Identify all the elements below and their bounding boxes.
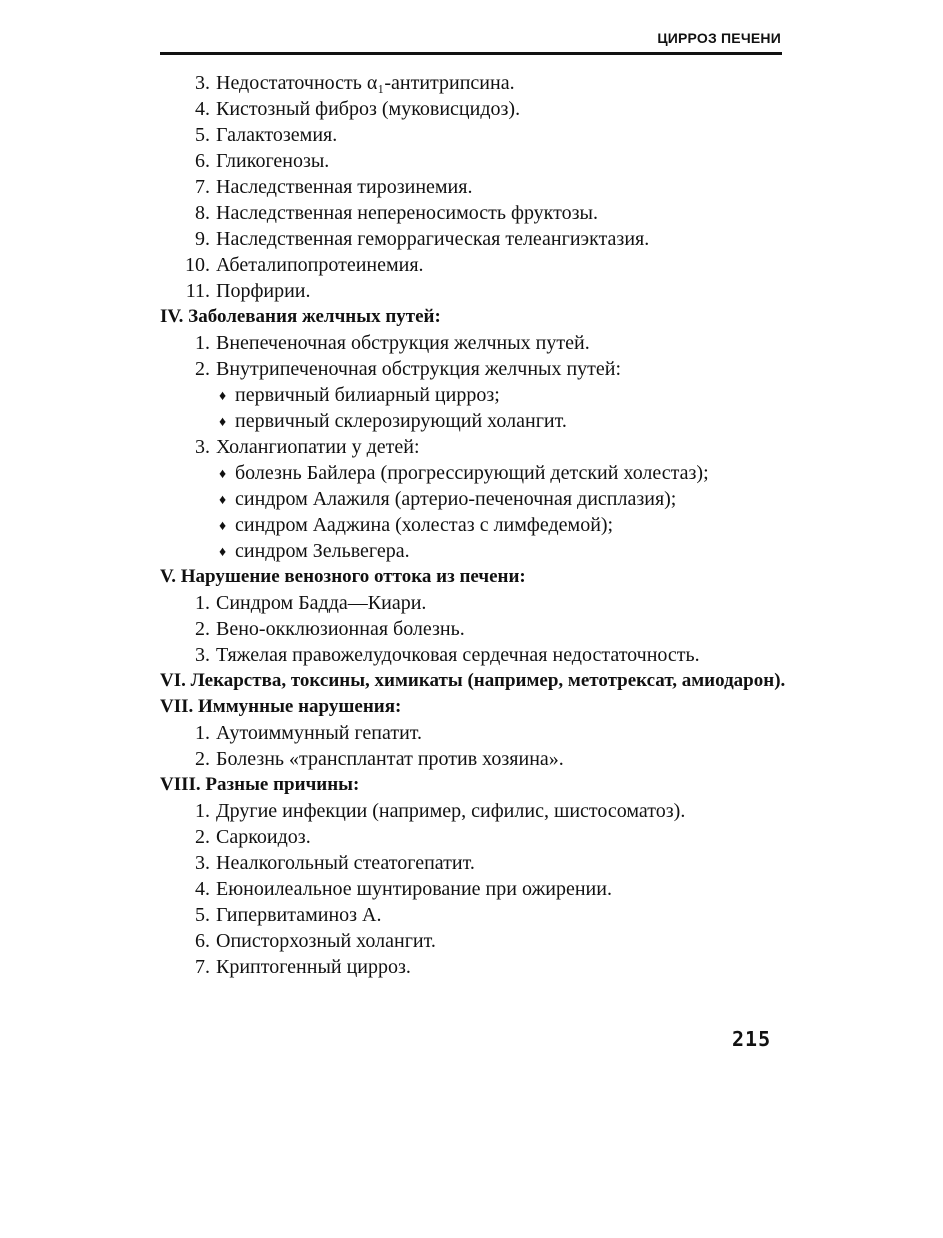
list-item [160,616,790,642]
item-number: 3. [195,436,210,458]
list-item [160,434,790,460]
list-item [160,226,790,252]
item-number: 9. [195,228,210,250]
list-item [160,200,790,226]
item-text: Описторхозный холангит. [216,930,436,952]
item-text: Абеталипопротеинемия. [216,254,424,276]
list-item [160,330,790,356]
list-item [160,122,790,148]
list-item [160,746,790,772]
item-text: Криптогенный цирроз. [216,956,411,978]
item-number: 1. [195,722,210,744]
bullet-item [160,382,790,408]
item-number: 11. [185,280,210,302]
item-number: 2. [195,748,210,770]
item-text: Гликогенозы. [216,150,330,172]
bullet-item [160,408,790,434]
item-number: 4. [195,98,210,120]
list-item [160,174,790,200]
bullet-item [160,460,790,486]
list-item [160,902,790,928]
item-text: Наследственная непереносимость фруктозы. [216,202,598,224]
section-heading: VII. Иммунные нарушения: [160,696,402,717]
section-heading: VIII. Разные причины: [160,774,360,795]
list-item [160,590,790,616]
item-text: Недостаточность α₁-антитрипсина. [216,72,515,94]
list-item [160,278,790,304]
item-text: Галактоземия. [216,124,338,146]
section-heading: V. Нарушение венозного оттока из печени: [160,566,526,587]
item-text: Кистозный фиброз (муковисцидоз). [216,98,521,120]
item-number: 2. [195,358,210,380]
item-text: Болезнь «трансплантат против хозяина». [216,748,564,770]
list-item [160,642,790,668]
item-number: 2. [195,826,210,848]
bullet-item [160,486,790,512]
bullet-text: синдром Алажиля (артерио-печеночная дисплазия); [235,488,677,510]
list-item [160,928,790,954]
diamond-bullet-icon: ♦ [219,467,227,482]
list-item [160,720,790,746]
item-number: 1. [195,332,210,354]
list-item [160,850,790,876]
bullet-text: болезнь Байлера (прогрессирующий детский холестаз); [235,462,709,484]
list-item [160,824,790,850]
item-text: Холангиопатии у детей: [216,436,420,458]
list-item [160,96,790,122]
page-number: 215 [732,1027,772,1051]
item-number: 3. [195,72,210,94]
item-text: Наследственная геморрагическая телеангиэктазия. [216,228,650,250]
diamond-bullet-icon: ♦ [219,493,227,508]
header-rule [160,52,782,55]
list-item [160,798,790,824]
item-number: 1. [195,800,210,822]
item-number: 5. [195,904,210,926]
item-number: 7. [195,956,210,978]
diamond-bullet-icon: ♦ [219,519,227,534]
bullet-item [160,538,790,564]
item-text: Неалкогольный стеатогепатит. [216,852,475,874]
bullet-text: первичный склерозирующий холангит. [235,410,567,432]
bullet-text: первичный билиарный цирроз; [235,384,500,406]
list-item [160,252,790,278]
diamond-bullet-icon: ♦ [219,545,227,560]
item-text: Синдром Бадда—Киари. [216,592,427,614]
item-number: 8. [195,202,210,224]
item-number: 10. [185,254,210,276]
bullet-item [160,512,790,538]
bullet-text: синдром Зельвегера. [235,540,410,562]
item-number: 7. [195,176,210,198]
list-item [160,70,790,96]
item-text: Тяжелая правожелудочковая сердечная недостаточность. [216,644,700,666]
item-text: Внутрипеченочная обструкция желчных путей: [216,358,622,380]
section-heading: VI. Лекарства, токсины, химикаты (например, метотрексат, амиодарон). [160,670,786,691]
diamond-bullet-icon: ♦ [219,389,227,404]
item-text: Саркоидоз. [216,826,311,848]
item-number: 2. [195,618,210,640]
list-item [160,954,790,980]
list-item [160,356,790,382]
item-number: 4. [195,878,210,900]
diamond-bullet-icon: ♦ [219,415,227,430]
list-item [160,148,790,174]
item-number: 3. [195,644,210,666]
item-number: 6. [195,930,210,952]
item-text: Еюноилеальное шунтирование при ожирении. [216,878,612,900]
bullet-text: синдром Ааджина (холестаз с лимфедемой); [235,514,614,536]
item-text: Порфирии. [216,280,311,302]
item-text: Внепеченочная обструкция желчных путей. [216,332,590,354]
item-text: Вено-окклюзионная болезнь. [216,618,465,640]
section-heading: IV. Заболевания желчных путей: [160,306,441,327]
page-content [160,70,790,980]
item-number: 1. [195,592,210,614]
item-number: 5. [195,124,210,146]
item-text: Другие инфекции (например, сифилис, шистосоматоз). [216,800,686,822]
item-number: 6. [195,150,210,172]
item-number: 3. [195,852,210,874]
running-head: ЦИРРОЗ ПЕЧЕНИ [657,30,781,46]
item-text: Гипервитаминоз А. [216,904,382,926]
item-text: Наследственная тирозинемия. [216,176,473,198]
item-text: Аутоиммунный гепатит. [216,722,423,744]
list-item [160,876,790,902]
